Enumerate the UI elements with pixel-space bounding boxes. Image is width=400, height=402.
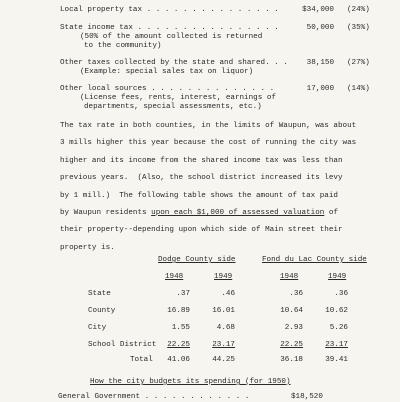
- year-header: 1949: [214, 273, 233, 281]
- source-percent: (14%): [347, 85, 370, 93]
- tax-rate-paragraph: [60, 118, 390, 257]
- source-label: Other local sources . . . . . . . . . . . . . .: [60, 85, 275, 93]
- source-amount: 50,000: [306, 24, 334, 32]
- spending-item: General Government . . . . . . . . . . . .: [58, 393, 250, 401]
- source-percent: (24%): [347, 6, 370, 14]
- total-cell: 44.25: [212, 356, 235, 364]
- spending-amount: $18,520: [291, 393, 323, 401]
- cell: 10.62: [325, 307, 348, 315]
- row-label: County: [88, 307, 116, 315]
- spending-heading: How the city budgets its spending (for 1950): [90, 378, 291, 386]
- total-cell: 39.41: [325, 356, 348, 364]
- row-label: State: [88, 290, 111, 298]
- paragraph-line: 3 mills higher this year because the cost of running the city was: [60, 139, 357, 148]
- cell: 4.68: [216, 324, 235, 332]
- source-percent: (27%): [347, 59, 370, 67]
- cell: .37: [176, 290, 190, 298]
- source-label: Other taxes collected by the state and shared. . .: [60, 59, 288, 67]
- source-note: (50% of the amount collected is returned: [80, 33, 263, 41]
- underlined-phrase: upon each $1,000 of assessed valuation: [151, 209, 325, 218]
- cell: 22.25: [167, 341, 190, 349]
- row-label: School District: [88, 341, 157, 349]
- total-cell: 41.06: [167, 356, 190, 364]
- total-cell: 36.18: [280, 356, 303, 364]
- paragraph-line: property is.: [60, 243, 115, 252]
- cell: 23.17: [212, 341, 235, 349]
- source-percent: (35%): [347, 24, 370, 32]
- total-label: Total: [130, 356, 153, 364]
- cell: 10.64: [280, 307, 303, 315]
- year-header: 1948: [165, 273, 184, 281]
- cell: .36: [334, 290, 348, 298]
- group-header-fond-du-lac: Fond du Lac County side: [262, 256, 367, 264]
- cell: 16.89: [167, 307, 190, 315]
- paragraph-line: previous years. (Also, the school district increased its levy: [60, 174, 343, 183]
- paragraph-line: The tax rate in both counties, in the limits of Waupun, was about: [60, 122, 357, 130]
- paragraph-line: higher and its income from the shared income tax was less than: [60, 156, 343, 165]
- source-label: State income tax . . . . . . . . . . . . . . . .: [60, 24, 279, 32]
- cell: 22.25: [280, 341, 303, 349]
- cell: 2.93: [284, 324, 303, 332]
- source-amount: $34,000: [302, 6, 334, 14]
- paragraph-line: by Waupun residents upon each $1,000 of assessed valuation of: [60, 209, 338, 218]
- row-label: City: [88, 324, 107, 332]
- paragraph-line: their property--depending upon which side of Main street their: [60, 226, 343, 235]
- cell: 16.01: [212, 307, 235, 315]
- year-header: 1949: [328, 273, 347, 281]
- source-amount: 38,150: [306, 59, 334, 67]
- group-header-dodge: Dodge County side: [158, 256, 236, 264]
- source-note: to the community): [84, 42, 162, 50]
- source-note: (Example: special sales tax on liquor): [80, 68, 254, 76]
- cell: 1.55: [171, 324, 190, 332]
- source-note: departments, special assessments, etc.): [84, 103, 262, 111]
- source-amount: 17,000: [306, 85, 334, 93]
- cell: .46: [221, 290, 235, 298]
- cell: 23.17: [325, 341, 348, 349]
- year-header: 1948: [280, 273, 299, 281]
- source-label: Local property tax . . . . . . . . . . . . . . .: [60, 6, 279, 14]
- source-note: (License fees, rents, interest, earnings of: [80, 94, 276, 102]
- paragraph-line: by 1 mill.) The following table shows the amount of tax paid: [60, 191, 338, 200]
- cell: 5.26: [329, 324, 348, 332]
- cell: .36: [289, 290, 303, 298]
